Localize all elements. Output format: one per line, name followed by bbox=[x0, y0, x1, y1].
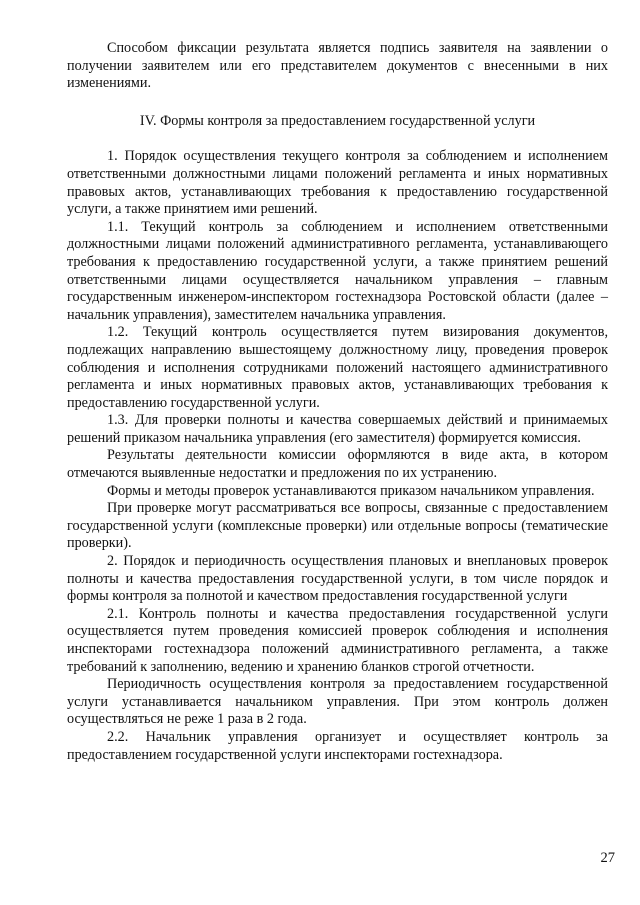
document-body bbox=[67, 40, 608, 764]
paragraph-1: 1. Порядок осуществления текущего контроля за соблюдением и исполнением ответственными должностными лицами положений регламента и иных нормативных правовых актов, устанавливающих требования к предоставлению государственной услуги, а также принятием ими решений. bbox=[67, 148, 608, 218]
paragraph-2-1: 2.1. Контроль полноты и качества предоставления государственной услуги осуществляется путем проведения комиссией проверок соблюдения и исполнения инспекторами гостехнадзора положений административного регламента, а также требований к заполнению, ведению и хранению бланков строгой отчетности. bbox=[67, 605, 608, 675]
paragraph-1-1: 1.1. Текущий контроль за соблюдением и исполнением ответственными должностными лицами положений административного регламента, устанавливающего требования к предоставлению государственной услуги, а также принятием решений ответственными лицами осуществляется начальником управления – главным государственным инженером-инспектором гостехнадзора Ростовской области (далее – начальник управления), заместителем начальника управления. bbox=[67, 218, 608, 323]
paragraph-intro: Способом фиксации результата является подпись заявителя на заявлении о получении заявителем или его представителем документов с внесенными в них изменениями. bbox=[67, 40, 608, 92]
paragraph-forms: Формы и методы проверок устанавливаются приказом начальником управления. bbox=[107, 482, 595, 499]
section-heading: IV. Формы контроля за предоставлением государственной услуги bbox=[139, 112, 536, 129]
page-number: 27 bbox=[600, 850, 615, 866]
paragraph-questions: При проверке могут рассматриваться все вопросы, связанные с предоставлением государственной услуги (комплексные проверки) или отдельные вопросы (тематические проверки). bbox=[67, 500, 608, 552]
paragraph-periodicity: Периодичность осуществления контроля за предоставлением государственной услуги устанавливается начальником управления. При этом контроль должен осуществляться не реже 1 раза в 2 года. bbox=[67, 676, 608, 728]
paragraph-1-3: 1.3. Для проверки полноты и качества совершаемых действий и принимаемых решений приказом начальника управления (его заместителя) формируется комиссия. bbox=[67, 412, 608, 446]
paragraph-2-2: 2.2. Начальник управления организует и осуществляет контроль за предоставлением государственной услуги инспекторами гостехнадзора. bbox=[67, 728, 608, 763]
paragraph-results: Результаты деятельности комиссии оформляются в виде акта, в котором отмечаются выявленные недостатки и предложения по их устранению. bbox=[67, 447, 608, 482]
paragraph-2: 2. Порядок и периодичность осуществления плановых и внеплановых проверок полноты и качества предоставления государственной услуги, в том числе порядок и формы контроля за полнотой и качеством предоставления государственной услуги bbox=[67, 553, 608, 605]
paragraph-1-2: 1.2. Текущий контроль осуществляется путем визирования документов, подлежащих направлению вышестоящему должностному лицу, проведения проверок соблюдения и исполнения сотрудниками положений настоящего административного регламента и иных нормативных правовых актов, устанавливающих требования к предоставлению государственной услуги. bbox=[67, 324, 608, 411]
